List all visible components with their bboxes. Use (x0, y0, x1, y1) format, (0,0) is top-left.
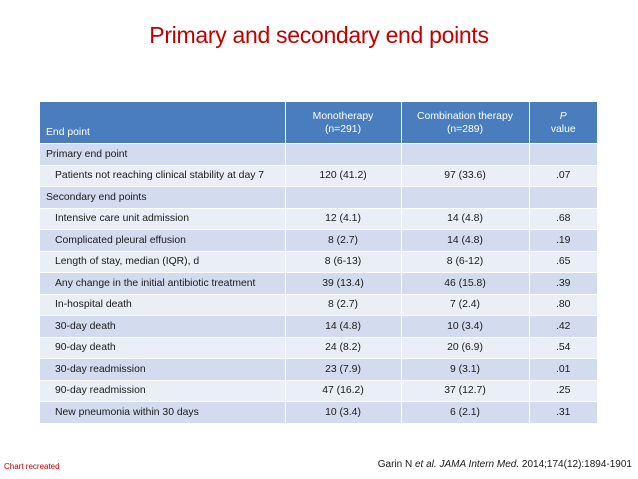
cell-p-value: .31 (529, 402, 597, 423)
header-monotherapy-label: Monotherapy (312, 110, 374, 122)
header-end-point: End point (40, 102, 285, 144)
citation-journal: JAMA Intern Med. (436, 459, 520, 470)
slide-title: Primary and secondary end points (149, 22, 489, 48)
cell-end-point: In-hospital death (40, 294, 285, 316)
cell-combination-therapy (401, 144, 529, 166)
cell-p-value: .01 (529, 359, 597, 381)
table-row (40, 380, 597, 402)
table-row (40, 316, 597, 338)
cell-combination-therapy: 6 (2.1) (401, 402, 529, 423)
cell-combination-therapy (401, 187, 529, 209)
citation (378, 459, 632, 470)
citation-etal: et al. (415, 459, 437, 470)
table-row (40, 402, 597, 423)
cell-monotherapy: 12 (4.1) (285, 208, 401, 230)
cell-p-value: .39 (529, 273, 597, 295)
header-monotherapy-n: (n=291) (324, 123, 362, 135)
cell-combination-therapy: 7 (2.4) (401, 294, 529, 316)
cell-combination-therapy: 10 (3.4) (401, 316, 529, 338)
cell-monotherapy (285, 187, 401, 209)
cell-monotherapy: 14 (4.8) (285, 316, 401, 338)
table-row (40, 359, 597, 381)
cell-monotherapy: 24 (8.2) (285, 337, 401, 359)
cell-monotherapy: 10 (3.4) (285, 402, 401, 423)
cell-combination-therapy: 8 (6-12) (401, 251, 529, 273)
table-row (40, 165, 597, 187)
cell-p-value: .42 (529, 316, 597, 338)
endpoints-table (40, 102, 597, 423)
cell-end-point: Any change in the initial antibiotic treatment (40, 273, 285, 295)
table-row (40, 208, 597, 230)
cell-combination-therapy: 46 (15.8) (401, 273, 529, 295)
cell-end-point: Secondary end points (40, 187, 285, 209)
table-body (40, 144, 597, 423)
header-combination-n: (n=289) (446, 123, 484, 135)
table-row (40, 251, 597, 273)
header-p-value (529, 102, 597, 144)
table-row (40, 187, 597, 209)
header-combination-therapy (401, 102, 529, 144)
header-monotherapy (285, 102, 401, 144)
cell-monotherapy: 8 (2.7) (285, 230, 401, 252)
cell-monotherapy (285, 144, 401, 166)
cell-end-point: 90-day readmission (40, 380, 285, 402)
cell-monotherapy: 8 (6-13) (285, 251, 401, 273)
cell-monotherapy: 120 (41.2) (285, 165, 401, 187)
cell-p-value (529, 187, 597, 209)
cell-p-value: .68 (529, 208, 597, 230)
table-row (40, 273, 597, 295)
cell-end-point: Length of stay, median (IQR), d (40, 251, 285, 273)
cell-end-point: Patients not reaching clinical stability at day 7 (40, 165, 285, 187)
cell-combination-therapy: 97 (33.6) (401, 165, 529, 187)
cell-combination-therapy: 14 (4.8) (401, 208, 529, 230)
cell-p-value: .80 (529, 294, 597, 316)
citation-authors: Garin N (377, 459, 415, 470)
header-combination-label: Combination therapy (417, 110, 513, 122)
header-value-label: value (550, 123, 576, 135)
cell-combination-therapy: 14 (4.8) (401, 230, 529, 252)
cell-monotherapy: 39 (13.4) (285, 273, 401, 295)
cell-p-value: .65 (529, 251, 597, 273)
chart-recreated-note: Chart recreated (4, 462, 60, 471)
cell-end-point: Primary end point (40, 144, 285, 166)
cell-end-point: Intensive care unit admission (40, 208, 285, 230)
cell-p-value: .07 (529, 165, 597, 187)
cell-p-value: .25 (529, 380, 597, 402)
citation-ref: 2014;174(12):1894-1901 (519, 459, 632, 470)
cell-end-point: 30-day death (40, 316, 285, 338)
cell-p-value: .54 (529, 337, 597, 359)
cell-p-value: .19 (529, 230, 597, 252)
cell-combination-therapy: 9 (3.1) (401, 359, 529, 381)
table-row (40, 144, 597, 166)
cell-monotherapy: 47 (16.2) (285, 380, 401, 402)
cell-p-value (529, 144, 597, 166)
cell-combination-therapy: 20 (6.9) (401, 337, 529, 359)
cell-monotherapy: 23 (7.9) (285, 359, 401, 381)
cell-end-point: 30-day readmission (40, 359, 285, 381)
table-row (40, 230, 597, 252)
cell-monotherapy: 8 (2.7) (285, 294, 401, 316)
table-header-row (40, 102, 597, 144)
header-p-label: P (559, 110, 567, 122)
cell-combination-therapy: 37 (12.7) (401, 380, 529, 402)
cell-end-point: Complicated pleural effusion (40, 230, 285, 252)
table-row (40, 337, 597, 359)
cell-end-point: New pneumonia within 30 days (40, 402, 285, 423)
table-row (40, 294, 597, 316)
cell-end-point: 90-day death (40, 337, 285, 359)
